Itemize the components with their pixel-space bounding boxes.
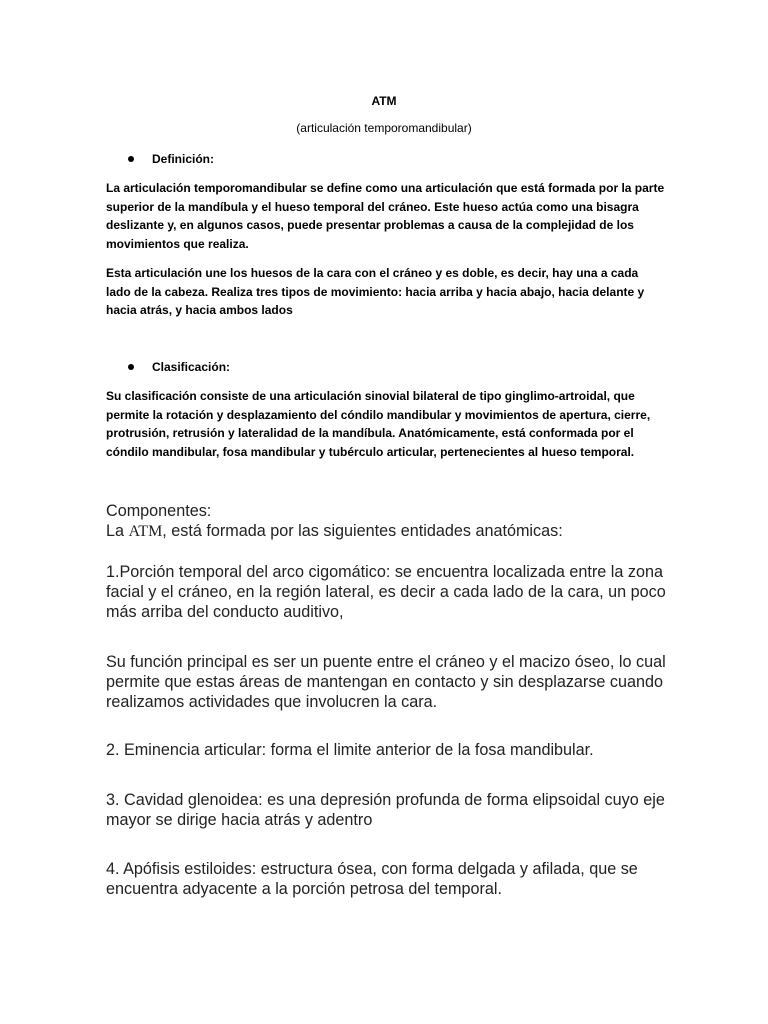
classification-bullet: [128, 358, 230, 377]
component-item-2: 2. Eminencia articular: forma el limite anterior de la fosa mandibular.: [106, 741, 594, 759]
components-heading: Componentes:: [106, 502, 212, 520]
classification-paragraph: Su clasificación consiste de una articulación sinovial bilateral de tipo ginglimo-artroidal, que permite la rotación y desplazamiento del cóndilo mandibular y movimientos de apertura, cierre, protrusión, retrusión y lateralidad de la mandíbula. Anatómicamente, está conformada por el cóndilo mandibular, fosa mandibular y tubérculo articular, pertenecientes al hueso temporal.: [106, 389, 651, 459]
definition-bullet: [128, 150, 214, 169]
document-title: ATM: [371, 94, 397, 108]
component-item-1: 1.Porción temporal del arco cigomático: se encuentra localizada entre la zona facial y el cráneo, en la región lateral, es decir a cada lado de la cara, un poco más arriba del conducto auditivo,: [106, 563, 666, 621]
document-subtitle: (articulación temporomandibular): [296, 121, 472, 135]
definition-paragraph-2: Esta articulación une los huesos de la cara con el cráneo y es doble, es decir, hay una a cada lado de la cabeza. Realiza tres tipos de movimiento: hacia arriba y hacia abajo, hacia delante y hacia atrás, y hacia ambos lados: [106, 266, 645, 317]
components-intro: [106, 521, 666, 542]
component-item-1-function: Su función principal es ser un puente entre el cráneo y el macizo óseo, lo cual permite que estas áreas de mantengan en contacto y sin desplazarse cuando realizamos actividades que involucren la cara.: [106, 653, 666, 711]
definition-paragraph-1: La articulación temporomandibular se define como una articulación que está formada por la parte superior de la mandíbula y el hueso temporal del cráneo. Este hueso actúa como una bisagra deslizante y, en algunos casos, puede presentar problemas a causa de la complejidad de los movimientos que realiza.: [106, 181, 665, 251]
bullet-dot-icon: [128, 156, 134, 162]
intro-suffix: , está formada por las siguientes entidades anatómicas:: [162, 522, 563, 540]
classification-label: Clasificación:: [152, 360, 231, 374]
bullet-dot-icon: [128, 364, 134, 370]
component-item-4: 4. Apófisis estiloides: estructura ósea, con forma delgada y afilada, que se encuentra adyacente a la porción petrosa del temporal.: [106, 860, 638, 898]
intro-abbreviation: ATM: [128, 523, 163, 540]
definition-label: Definición:: [152, 152, 214, 166]
intro-prefix: La: [106, 522, 129, 540]
component-item-3: 3. Cavidad glenoidea: es una depresión profunda de forma elipsoidal cuyo eje mayor se dirige hacia atrás y adentro: [106, 791, 665, 829]
